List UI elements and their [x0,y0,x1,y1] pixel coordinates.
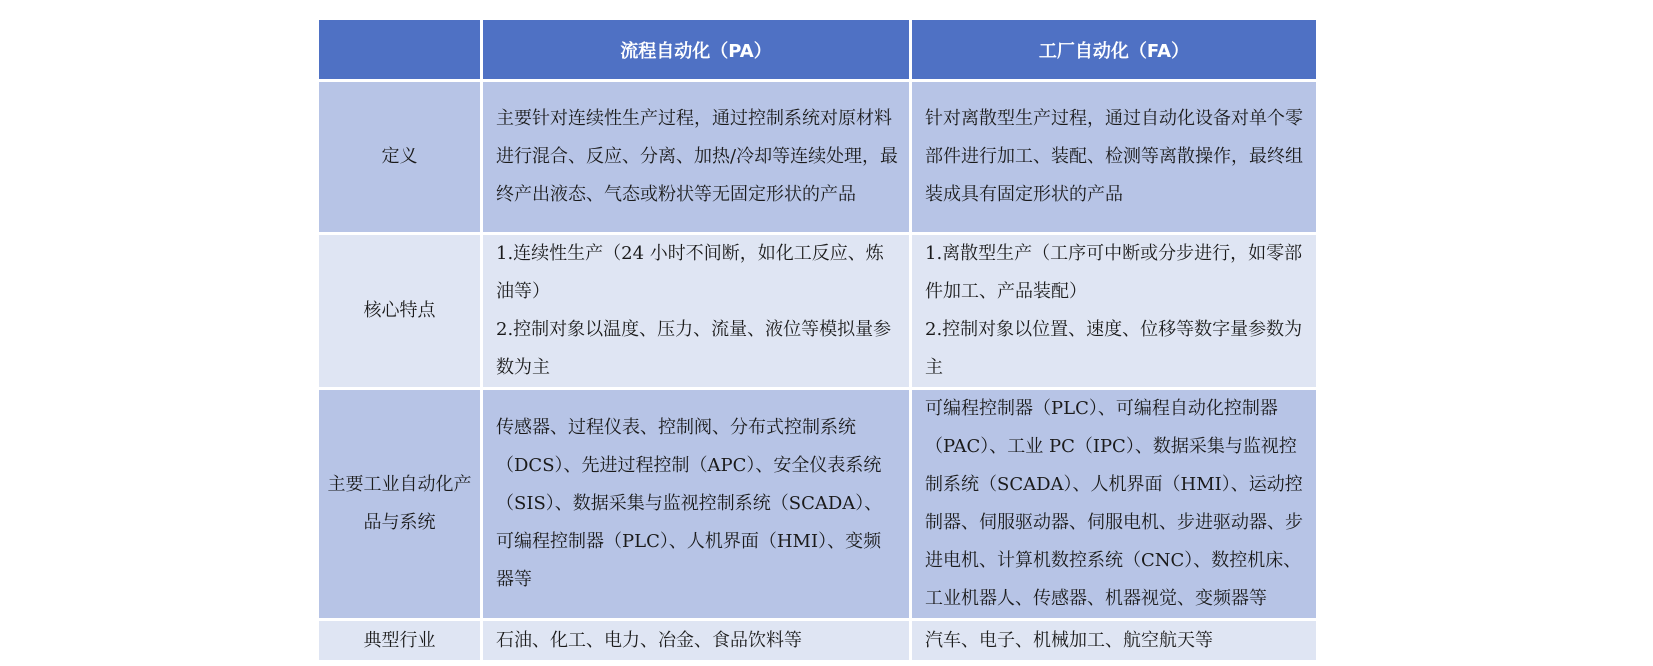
fa-feature-1: 1.离散型生产（工序可中断或分步进行，如零部件加工、产品装配） [925,243,1303,302]
header-row [318,19,1318,81]
table-row-definition [318,81,1318,234]
cell-core-features-fa [911,234,1318,389]
pa-feature-2: 2.控制对象以温度、压力、流量、液位等模拟量参数为主 [496,319,892,378]
cell-definition-fa: 针对离散型生产过程，通过自动化设备对单个零部件进行加工、装配、检测等离散操作，最终组装成具有固定形状的产品 [911,81,1318,234]
comparison-table [316,17,1319,663]
table-row-core-features [318,234,1318,389]
row-label-core-features: 核心特点 [318,234,482,389]
cell-industries-fa: 汽车、电子、机械加工、航空航天等 [911,620,1318,662]
pa-feature-1: 1.连续性生产（24 小时不间断，如化工反应、炼油等） [496,243,884,302]
row-label-products: 主要工业自动化产品与系统 [318,389,482,620]
row-label-industries: 典型行业 [318,620,482,662]
cell-products-fa: 可编程控制器（PLC）、可编程自动化控制器（PAC）、工业 PC（IPC）、数据采集与监视控制系统（SCADA）、人机界面（HMI）、运动控制器、伺服驱动器、伺服电机、步进驱动器、步进电机、计算机数控系统（CNC）、数控机床、工业机器人、传感器、机器视觉、变频器等 [911,389,1318,620]
row-label-definition: 定义 [318,81,482,234]
header-fa: 工厂自动化（FA） [911,19,1318,81]
header-corner [318,19,482,81]
table-row-products [318,389,1318,620]
header-pa: 流程自动化（PA） [482,19,911,81]
cell-definition-pa: 主要针对连续性生产过程，通过控制系统对原材料进行混合、反应、分离、加热/冷却等连续处理，最终产出液态、气态或粉状等无固定形状的产品 [482,81,911,234]
cell-products-pa: 传感器、过程仪表、控制阀、分布式控制系统（DCS）、先进过程控制（APC）、安全仪表系统（SIS）、数据采集与监视控制系统（SCADA）、可编程控制器（PLC）、人机界面（HMI）、变频器等 [482,389,911,620]
cell-industries-pa: 石油、化工、电力、冶金、食品饮料等 [482,620,911,662]
table-row-industries [318,620,1318,662]
fa-feature-2: 2.控制对象以位置、速度、位移等数字量参数为主 [925,319,1303,378]
cell-core-features-pa [482,234,911,389]
